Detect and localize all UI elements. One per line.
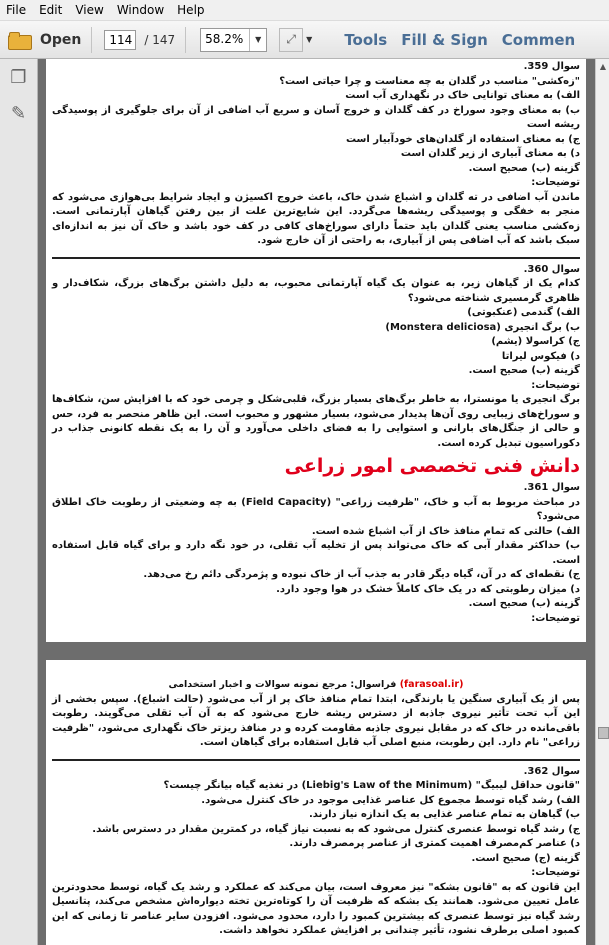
explanation: برگ انجیری یا مونسترا، به خاطر برگ‌های بسیار بزرگ، قلبی‌شکل و چرمی خود که با افزایش سن، شکاف‌ها و سوراخ‌های زیبایی روی آن‌ها پدیدار می‌شود، بسیار مشهور و محبوب است. این ظاهر منحصر به فرد، حس و حالی از جنگل‌های بارانی و استوایی را به فضای داخلی می‌آورد و آن را به یک نقطه کانونی جذاب در دکوراسیون تبدیل کرده است.: [52, 394, 580, 449]
answer: گزینه (ب) صحیح است.: [468, 365, 580, 376]
fit-page-icon[interactable]: ⤢: [279, 28, 303, 52]
menu-bar: [0, 0, 609, 21]
site-link[interactable]: (farasoal.ir): [399, 679, 464, 690]
zoom-value[interactable]: 58.2%: [205, 31, 244, 46]
question-title: سوال 359.: [523, 61, 580, 72]
explanation: پس از یک آبیاری سنگین یا بارندگی، ابتدا تمام منافذ خاک پر از آب می‌شود (حالت اشباع). سپس بخشی از این آب تحت تأثیر نیروی جاذبه از دسترس ریشه خارج می‌شود که به آن آب ثقلی می‌گویند. رطوبت باقی‌مانده در خاک که در مقابل نیروی جاذبه مقاومت کرده و در منافذ ریزتر خاک نگهداری می‌شود، "ظرفیت زراعی" نام دارد. این رطوبت، منبع اصلی آب قابل استفاده برای گیاهان است.: [52, 693, 580, 748]
menu-file[interactable]: File: [6, 3, 27, 17]
toolbar-divider: [91, 27, 92, 53]
site-note: [52, 678, 580, 693]
section-heading: دانش فنی تخصصی امور زراعی: [284, 455, 580, 477]
scroll-up-icon[interactable]: ▲: [599, 61, 607, 71]
pdf-page: [46, 660, 586, 945]
menu-window[interactable]: Window: [116, 3, 165, 17]
option: ج) کراسولا (یشم): [491, 336, 580, 347]
page-total: / 147: [144, 32, 176, 47]
explanation-label: توضیحات:: [531, 612, 580, 624]
explanation-label: توضیحات:: [531, 379, 580, 391]
fill-sign-tab[interactable]: Fill & Sign: [401, 30, 488, 49]
option: د) عناصر کم‌مصرف اهمیت کمتری از عناصر پرمصرف دارند.: [289, 838, 580, 849]
option: الف) حالتی که تمام منافذ خاک از آب اشباع شده است.: [311, 525, 580, 537]
explanation-label: توضیحات:: [531, 867, 580, 878]
zoom-select[interactable]: [200, 28, 267, 52]
attachment-icon[interactable]: ✎: [10, 102, 27, 124]
question-title: سوال 360.: [523, 263, 580, 275]
folder-icon: [8, 32, 30, 48]
tools-tab[interactable]: Tools: [344, 30, 388, 49]
explanation: ماندن آب اضافی در ته گلدان و اشباع شدن خاک، باعث خروج اکسیژن و ایجاد شرایط بی‌هوازی می‌شود که منجر به خفگی و پوسیدگی ریشه‌ها می‌گردد. این شایع‌ترین علت از بین رفتن گیاهان آپارتمانی است. زه‌کشی مناسب یعنی گلدان باید حتماً دارای سوراخ‌های کافی در کف خود باشد و خاک آن نیز به اندازه‌ای سبک باشد که آب اضافی پس از آبیاری، به راحتی از آن خارج شود.: [52, 191, 580, 246]
option: ب) به معنای وجود سوراخ در کف گلدان و خروج آسان و سریع آب اضافی از آن برای جلوگیری از پوسیدگی ریشه است: [52, 104, 580, 130]
menu-view[interactable]: View: [75, 3, 104, 17]
menu-edit[interactable]: Edit: [39, 3, 63, 17]
answer: گزینه (ج) صحیح است.: [471, 852, 580, 864]
question-text: در مباحث مربوط به آب و خاک، "ظرفیت زراعی" (Field Capacity) به چه وضعیتی از رطوبت خاک اطلاق می‌شود؟: [52, 496, 580, 522]
chevron-down-icon[interactable]: ▼: [249, 29, 266, 51]
scroll-thumb[interactable]: [598, 727, 609, 739]
open-label: Open: [40, 31, 82, 48]
divider: [52, 257, 580, 259]
explanation-label: توضیحات:: [531, 177, 580, 188]
page-number-input[interactable]: 114: [104, 30, 136, 50]
option: الف) گندمی (عنکبوتی): [467, 307, 580, 318]
question-text: "زه‌کشی" مناسب در گلدان به چه معناست و چرا حیاتی است؟: [279, 75, 580, 87]
option: ج) به معنای استفاده از گلدان‌های خودآبیار است: [345, 133, 580, 145]
menu-help[interactable]: Help: [177, 3, 205, 17]
toolbar: [0, 21, 609, 59]
option: ب) گیاهان به تمام عناصر غذایی به یک اندازه نیاز دارند.: [309, 809, 580, 820]
pdf-page: [46, 59, 586, 642]
document-view: [38, 59, 595, 945]
comment-tab[interactable]: Commen: [501, 30, 576, 49]
toolbar-divider: [185, 27, 186, 53]
site-note-text: فراسوال: مرجع نمونه سوالات و اخبار استخدامی: [168, 679, 397, 690]
explanation: این قانون که به "قانون بشکه" نیز معروف است، بیان می‌کند که عملکرد و رشد یک گیاه، توسط محدودترین عامل تعیین می‌شود. همانند یک بشکه که ظرفیت آن را کوتاه‌ترین تخته دیواره‌اش مشخص می‌کند، پتانسیل رشد گیاه نیز توسط عنصری که بیشترین کمبود را دارد، محدود می‌شود. افزودن سایر عناصر تا زمانی که این کمبود اصلی برطرف نشود، تأثیر چندانی بر افزایش عملکرد نخواهد داشت.: [52, 881, 580, 936]
pages-icon[interactable]: ❐: [10, 66, 27, 88]
open-button[interactable]: [8, 26, 81, 54]
divider: [52, 759, 580, 761]
answer: گزینه (ب) صحیح است.: [468, 162, 580, 174]
option: ج) رشد گیاه توسط عنصری کنترل می‌شود که به نسبت نیاز گیاه، در کمترین مقدار در دسترس باشد.: [92, 823, 580, 835]
vertical-scrollbar[interactable]: [595, 59, 609, 945]
option: ب) حداکثر مقدار آبی که خاک می‌تواند پس از تخلیه آب ثقلی، در خود نگه دارد و برای گیاه قابل استفاده است.: [52, 540, 580, 566]
option: الف) به معنای توانایی خاک در نگهداری آب است: [345, 90, 580, 101]
question-text: کدام یک از گیاهان زیر، به عنوان یک گیاه آپارتمانی محبوب، به دلیل داشتن برگ‌های بزرگ، شکاف‌دار و ظاهری گرمسیری شناخته می‌شود؟: [52, 278, 580, 304]
question-text: "قانون حداقل لیبیگ" (Liebig's Law of the Minimum) در تغذیه گیاه بیانگر چیست؟: [163, 780, 580, 791]
option: د) به معنای آبیاری از زیر گلدان است: [400, 148, 580, 159]
navigation-pane: [0, 59, 38, 945]
chevron-down-icon[interactable]: ▼: [306, 35, 313, 44]
answer: گزینه (ب) صحیح است.: [468, 598, 580, 609]
question-title: سوال 362.: [523, 765, 580, 777]
question-title: سوال 361.: [523, 482, 580, 493]
option: ج) نقطه‌ای که در آن، گیاه دیگر قادر به جذب آب از خاک نبوده و پژمردگی دائم رخ می‌دهد.: [143, 569, 580, 580]
option: د) میزان رطوبتی که در یک خاک کاملاً خشک در هوا وجود دارد.: [276, 583, 580, 595]
option: د) فیکوس لیراتا: [501, 350, 580, 362]
option: الف) رشد گیاه توسط مجموع کل عناصر غذایی موجود در خاک کنترل می‌شود.: [201, 794, 580, 806]
option: ب) برگ انجیری (Monstera deliciosa): [385, 321, 580, 333]
